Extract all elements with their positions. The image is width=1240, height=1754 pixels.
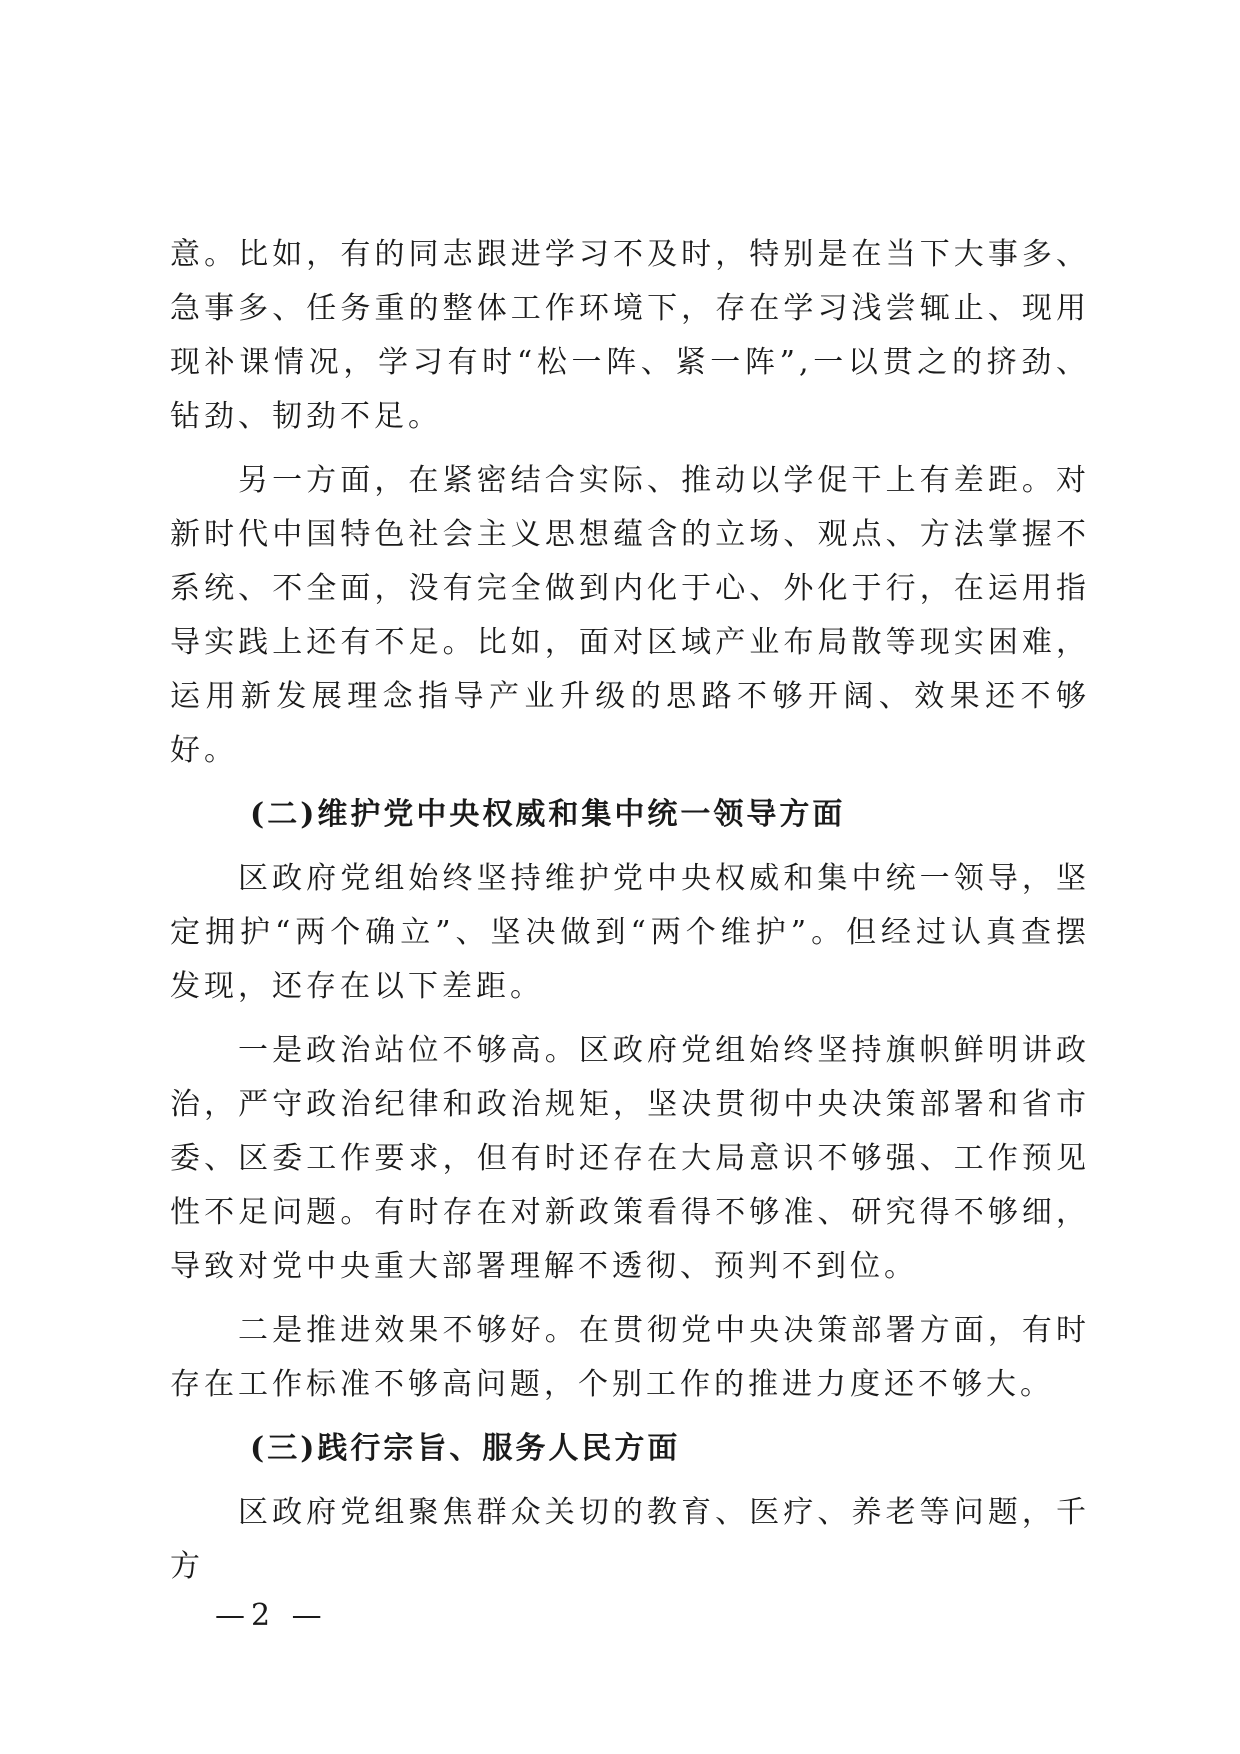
paragraph-continued: 意。比如，有的同志跟进学习不及时，特别是在当下大事多、急事多、任务重的整体工作环境下，存在学习浅尝辄止、现用现补课情况，学习有时“松一阵、紧一阵”,一以贯之的挤劲、钻劲、韧劲不足。 bbox=[170, 237, 1090, 434]
paragraph-section-2-point-1: 一是政治站位不够高。区政府党组始终坚持旗帜鲜明讲政治，严守政治纪律和政治规矩，坚决贯彻中央决策部署和省市委、区委工作要求，但有时还存在大局意识不够强、工作预见性不足问题。有时存在对新政策看得不够准、研究得不够细，导致对党中央重大部署理解不透彻、预判不到位。 bbox=[170, 1033, 1090, 1284]
section-heading-3: (三)践行宗旨、服务人民方面 bbox=[250, 1431, 681, 1466]
page-number: —2 — bbox=[215, 1598, 328, 1633]
section-heading-2: (二)维护党中央权威和集中统一领导方面 bbox=[250, 797, 846, 832]
paragraph-other-side: 另一方面，在紧密结合实际、推动以学促干上有差距。对新时代中国特色社会主义思想蕴含的立场、观点、方法掌握不系统、不全面，没有完全做到内化于心、外化于行，在运用指导实践上还有不足。比如，面对区域产业布局散等现实困难，运用新发展理念指导产业升级的思路不够开阔、效果还不够好。 bbox=[170, 463, 1090, 768]
paragraph-section-3-intro: 区政府党组聚焦群众关切的教育、医疗、养老等问题，千方 bbox=[170, 1495, 1090, 1584]
document-body bbox=[170, 228, 1090, 1604]
paragraph-section-2-point-2: 二是推进效果不够好。在贯彻党中央决策部署方面，有时存在工作标准不够高问题，个别工作的推进力度还不够大。 bbox=[170, 1313, 1090, 1402]
paragraph-section-2-intro: 区政府党组始终坚持维护党中央权威和集中统一领导，坚定拥护“两个确立”、坚决做到“两个维护”。但经过认真查摆发现，还存在以下差距。 bbox=[170, 861, 1090, 1004]
